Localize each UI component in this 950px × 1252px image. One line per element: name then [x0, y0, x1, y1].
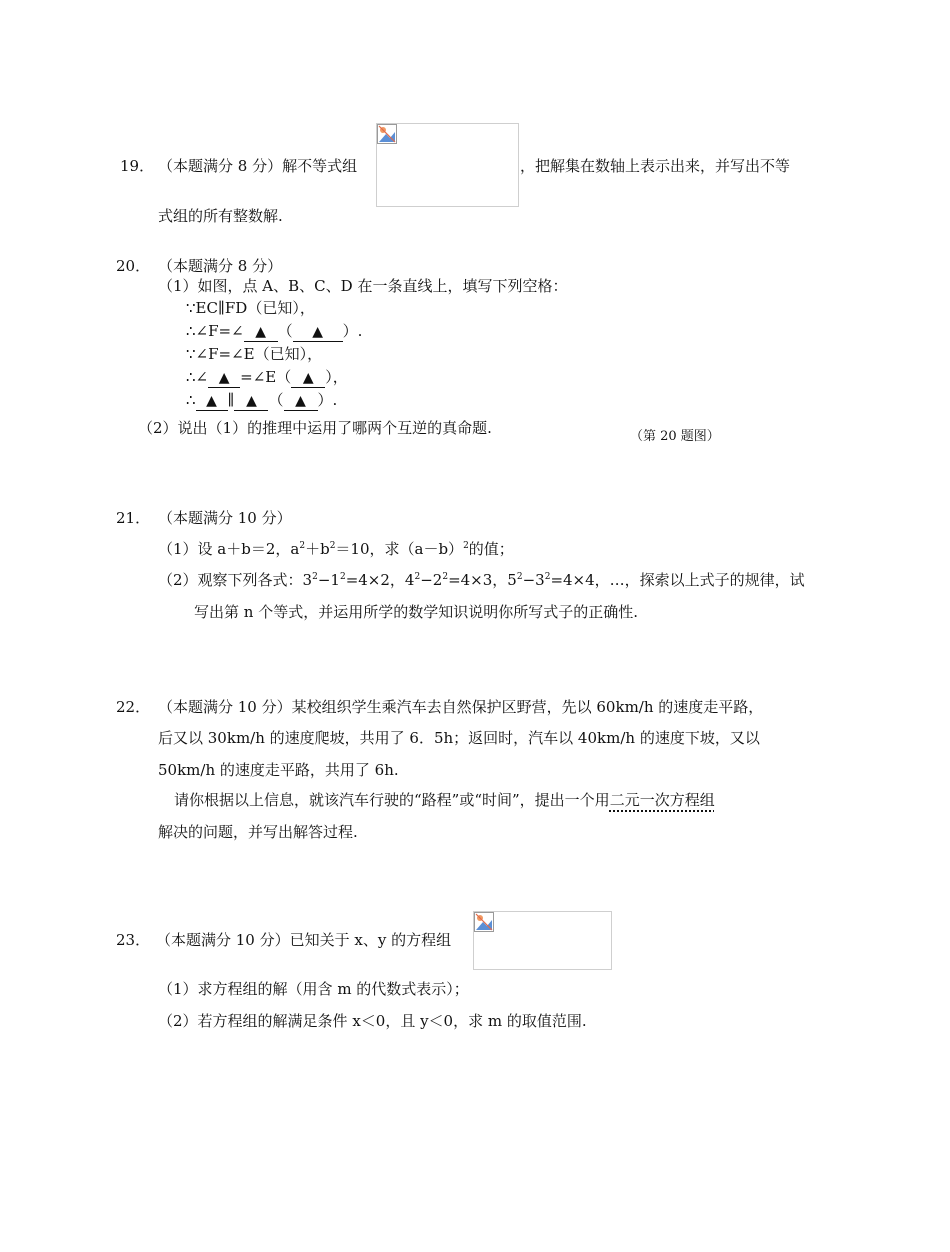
q21-part2-line1: （2）观察下列各式：$3^2-1^2=4\times 2$，$4^2-2^2=4\times 3$，$5^2-3^2=4\times 4$，…，探索以上式子的规律，试: [158, 571, 805, 589]
q20-step5: [186, 390, 337, 411]
q20-step5-mid: （: [268, 391, 284, 409]
q20-blank: ▲: [244, 322, 278, 342]
q20-part2: （2）说出（1）的推理中运用了哪两个互逆的真命题.: [138, 419, 492, 437]
q19-number: 19．: [120, 157, 155, 175]
q22-number: 22．: [116, 698, 151, 716]
q20-step2: [186, 321, 362, 342]
q20-head: （本题满分 8 分）: [158, 257, 283, 275]
q20-step5-post: ）.: [317, 391, 338, 409]
broken-image-icon: [377, 124, 397, 144]
q22-line5: 解决的问题，并写出解答过程.: [158, 823, 358, 841]
q20-step4-post: ），: [325, 368, 348, 386]
q19-text-line2: 式组的所有整数解.: [158, 207, 283, 225]
q20-step3: ∵∠F=∠E（已知），: [186, 345, 323, 363]
q20-step5-parallel: ∥: [227, 391, 235, 409]
q21-head: （本题满分 10 分）: [158, 509, 292, 527]
q23-number: 23．: [116, 931, 151, 949]
q20-step1: ∵EC∥FD（已知），: [186, 299, 315, 317]
q22-line3: 50km/h 的速度走平路，共用了 6h.: [158, 761, 399, 779]
q23-part2: （2）若方程组的解满足条件 x＜0，且 y＜0，求 m 的取值范围.: [158, 1012, 587, 1030]
q20-figure-caption: （第 20 题图）: [630, 429, 720, 444]
q20-blank: ▲: [284, 391, 318, 411]
q19-text-b: ，把解集在数轴上表示出来，并写出不等: [520, 157, 791, 175]
q22-line4: 请你根据以上信息，就该汽车行驶的“路程”或“时间”，提出一个用二元一次方程组: [174, 791, 715, 809]
q23-part1: （1）求方程组的解（用含 m 的代数式表示）；: [158, 980, 469, 998]
q23-line1: （本题满分 10 分）已知关于 x、y 的方程组: [156, 931, 452, 949]
q19-inequality-image: [376, 123, 519, 207]
q20-part1: （1）如图，点 A、B、C、D 在一条直线上，填写下列空格：: [158, 277, 568, 295]
q20-step2-pre: ∴∠F=∠: [186, 322, 244, 340]
q20-number: 20．: [116, 257, 151, 275]
q21-part1: （1）设 a＋b＝2，$a^2+b^2=10$，求$(a-b)^2$的值；: [158, 540, 514, 558]
q22-line2: 后又以 30km/h 的速度爬坡，共用了 6．5h；返回时，汽车以 40km/h 的速度下坡，又以: [158, 729, 760, 747]
q20-step2-mid: （: [277, 322, 293, 340]
q20-blank: ▲: [234, 391, 268, 411]
q22-line1: （本题满分 10 分）某校组织学生乘汽车去自然保护区野营，先以 60km/h 的速度走平路，: [158, 698, 764, 716]
q20-step5-pre: ∴: [186, 391, 196, 409]
q20-step4-pre: ∴∠: [186, 368, 209, 386]
q20-blank: ▲: [293, 322, 343, 342]
q19-text-a: （本题满分 8 分）解不等式组: [158, 157, 358, 175]
q20-blank: ▲: [196, 391, 228, 411]
q21-part2-line2: 写出第 n 个等式，并运用所学的数学知识说明你所写式子的正确性.: [194, 603, 638, 621]
q22-emphasis: 二元一次方程组: [609, 791, 715, 809]
broken-image-icon: [474, 912, 494, 932]
q20-step2-post: ）.: [342, 322, 363, 340]
q23-equation-system-image: [473, 911, 612, 970]
q20-blank: ▲: [291, 368, 325, 388]
q21-number: 21．: [116, 509, 151, 527]
q20-step4: [186, 367, 348, 388]
q20-step4-mid: =∠E（: [240, 368, 292, 386]
q20-blank: ▲: [208, 368, 240, 388]
